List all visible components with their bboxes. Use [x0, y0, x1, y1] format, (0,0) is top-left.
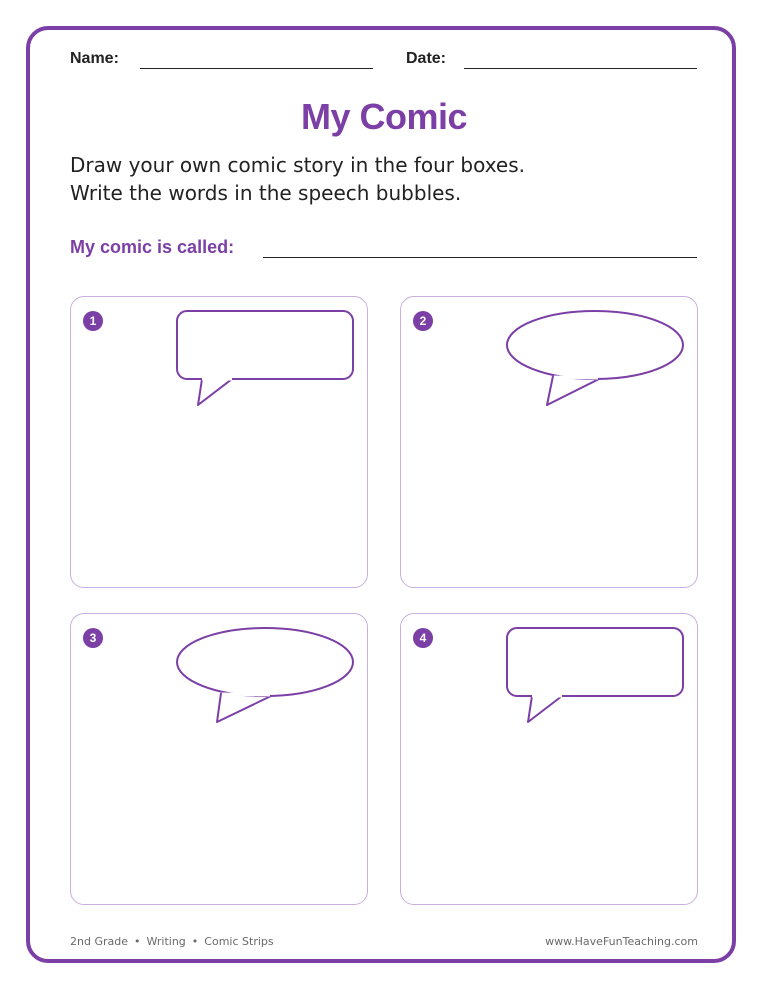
footer-tag-topic: Comic Strips	[204, 935, 274, 948]
footer-tag-grade: 2nd Grade	[70, 935, 128, 948]
instruction-line-2: Write the words in the speech bubbles.	[70, 181, 462, 205]
speech-bubble-oval	[401, 297, 699, 589]
panel-number-badge: 3	[83, 628, 103, 648]
page-title: My Comic	[300, 96, 468, 137]
comic-panel-3[interactable]	[70, 613, 368, 905]
name-field-line[interactable]	[140, 68, 373, 69]
comic-title-line[interactable]	[263, 257, 697, 258]
footer-tags	[70, 935, 274, 948]
comic-panel-2[interactable]	[400, 296, 698, 588]
panel-number-badge: 1	[83, 311, 103, 331]
panel-number-badge: 4	[413, 628, 433, 648]
comic-panel-4[interactable]	[400, 613, 698, 905]
bullet-icon: •	[134, 935, 141, 948]
date-field-line[interactable]	[464, 68, 697, 69]
date-label: Date:	[406, 50, 447, 67]
speech-bubble-rect	[401, 614, 699, 906]
bullet-icon: •	[191, 935, 199, 948]
name-label: Name:	[70, 50, 119, 67]
speech-bubble-oval	[71, 614, 369, 906]
comic-panel-1[interactable]	[70, 296, 368, 588]
comic-title-label: My comic is called:	[70, 237, 235, 257]
speech-bubble-rect	[71, 297, 369, 589]
footer-tag-subject: Writing	[146, 935, 186, 948]
panel-number-badge: 2	[413, 311, 433, 331]
instruction-line-1: Draw your own comic story in the four boxes.	[70, 153, 526, 177]
footer-site-link[interactable]: www.HaveFunTeaching.com	[545, 935, 698, 948]
